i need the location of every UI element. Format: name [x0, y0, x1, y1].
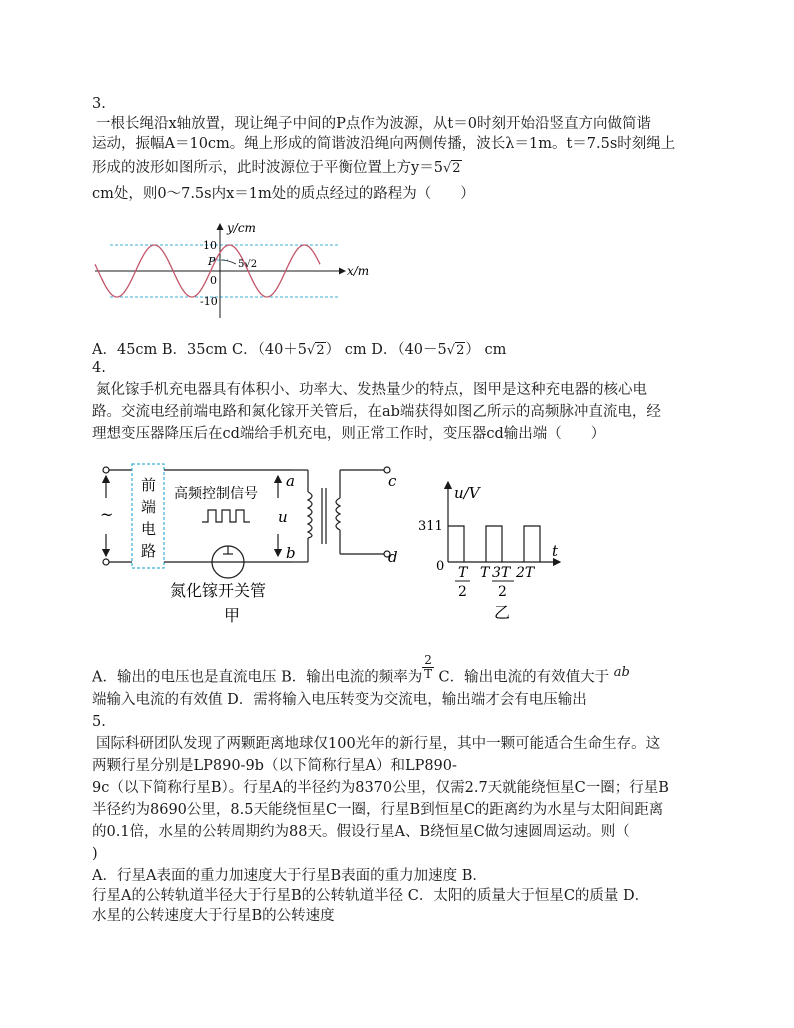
front-circuit-char-1: 前: [141, 476, 157, 494]
option-4c: C．输出电流的有效值大于: [438, 669, 610, 686]
option-3d: D．（40－5√2） cm: [371, 342, 507, 358]
frequency-fraction: $\frac{2}{T}$: [424, 653, 433, 681]
voltage-u: u: [278, 508, 288, 526]
option-3c: C．（40＋5√2） cm: [232, 342, 367, 358]
option-4b: B．输出电流的频率为: [281, 669, 423, 686]
wave-top-tick: 10: [203, 239, 217, 252]
question-3-line-1: 一根长绳沿x轴放置，现让绳子中间的P点作为波源，从t＝0时刻开始沿竖直方向做简谐: [96, 116, 651, 132]
node-b: b: [286, 544, 296, 562]
node-c: c: [388, 472, 397, 490]
tick-2t: 2T: [516, 565, 535, 581]
front-circuit-char-3: 电: [141, 520, 157, 538]
sqrt-expression: [434, 160, 462, 176]
graph-ylabel: u/V: [454, 484, 480, 502]
wave-ylabel: y/cm: [227, 221, 256, 235]
front-circuit-char-4: 路: [141, 542, 157, 560]
wave-figure: [90, 218, 380, 328]
question-5-line-4: 半径约为8690公里，8.5天能绕恒星C一圈，行星B到恒星C的距离约为水星与太阳间距离: [92, 802, 664, 818]
tick-t: T: [480, 565, 490, 581]
question-3-line-4: cm处，则0～7.5s内x＝1m处的质点经过的路程为（ ）: [92, 186, 475, 202]
node-d: d: [388, 548, 398, 566]
control-signal-label: 高频控制信号: [174, 486, 258, 502]
question-5-line-1: 国际科研团队发现了两颗距离地球仅100光年的新行星，其中一颗可能适合生命生存。这: [96, 736, 661, 752]
node-a: a: [286, 472, 295, 490]
wave-origin: 0: [210, 274, 217, 287]
question-4-options-line-1: [92, 653, 712, 691]
circuit-figure: [92, 458, 412, 630]
sqrt-coefficient: 5: [433, 160, 443, 176]
question-3-line-3-text: 形成的波形如图所示，此时波源位于平衡位置上方y＝: [92, 160, 434, 176]
graph-origin: 0: [436, 559, 445, 574]
option-3a: A．45cm: [92, 342, 158, 358]
graph-peak: 311: [418, 519, 443, 534]
front-circuit-char-2: 端: [141, 498, 157, 516]
circuit-caption: 甲: [224, 606, 241, 625]
ac-symbol: ~: [100, 505, 114, 524]
question-5-line-3: 9c（以下简称行星B）。行星A的半径约为8370公里，仅需2.7天就能绕恒星C一圈；行星B: [92, 780, 669, 796]
question-5-line-5: 的0.1倍，水星的公转周期约为88天。假设行星A、B绕恒星C做匀速圆周运动。则（: [92, 824, 630, 840]
question-3-line-3: [92, 158, 712, 179]
question-5-number: 5.: [92, 714, 106, 730]
wave-bottom-tick: -10: [200, 295, 218, 308]
question-4-number: 4.: [92, 360, 106, 376]
option-4a: A．输出的电压也是直流电压: [92, 669, 277, 686]
question-4-options-line-2: 端输入电流的有效值 D．需将输入电压转变为交流电，输出端才会有电压输出: [92, 692, 587, 708]
wave-xlabel: x/m: [347, 264, 370, 278]
question-3-line-2: 运动，振幅A＝10cm。绳上形成的简谐波沿绳向两侧传播，波长λ＝1m。t＝7.5s时刻绳上: [92, 136, 676, 152]
graph-xlabel: t: [552, 542, 559, 560]
question-4-line-2: 路。交流电经前端电路和氮化镓开关管后，在ab端获得如图乙所示的高频脉冲直流电，经: [92, 404, 661, 420]
sqrt-radicand: 2: [452, 161, 461, 176]
question-4-line-1: 氮化镓手机充电器具有体积小、功率大、发热量少的特点，图甲是这种充电器的核心电: [96, 382, 647, 398]
sqrt-symbol: √2: [442, 161, 461, 176]
question-5-option-line-1: A．行星A表面的重力加速度大于行星B表面的重力加速度 B．: [92, 868, 487, 884]
switch-label: 氮化镓开关管: [170, 581, 267, 600]
p-leader-line: [221, 260, 236, 264]
question-5-line-2: 两颗行星分别是LP890-9b（以下简称行星A）和LP890-: [92, 758, 457, 774]
question-5-option-line-2: 行星A的公转轨道半径大于行星B的公转轨道半径 C．太阳的质量大于恒星C的质量 D．: [92, 888, 650, 904]
wave-value-label: 5√2: [238, 259, 258, 270]
question-3-number: 3.: [92, 96, 106, 112]
option-3b: B．35cm: [161, 342, 228, 358]
wave-point-p: P: [208, 255, 216, 268]
ab-label: ab: [613, 664, 630, 680]
question-5-option-line-3: 水星的公转速度大于行星B的公转速度: [92, 908, 335, 924]
question-4-line-3: 理想变压器降压后在cd端给手机充电，则正常工作时，变压器cd输出端（ ）: [92, 426, 606, 442]
question-5-line-6: ): [92, 846, 98, 862]
tick-half-t-den: 2: [458, 584, 467, 600]
tick-3t-num: 3T: [492, 565, 511, 581]
graph-caption: 乙: [494, 603, 511, 622]
pulse-graph: [418, 478, 568, 628]
tick-3t-den: 2: [498, 584, 507, 600]
tick-half-t-num: T: [458, 565, 468, 581]
